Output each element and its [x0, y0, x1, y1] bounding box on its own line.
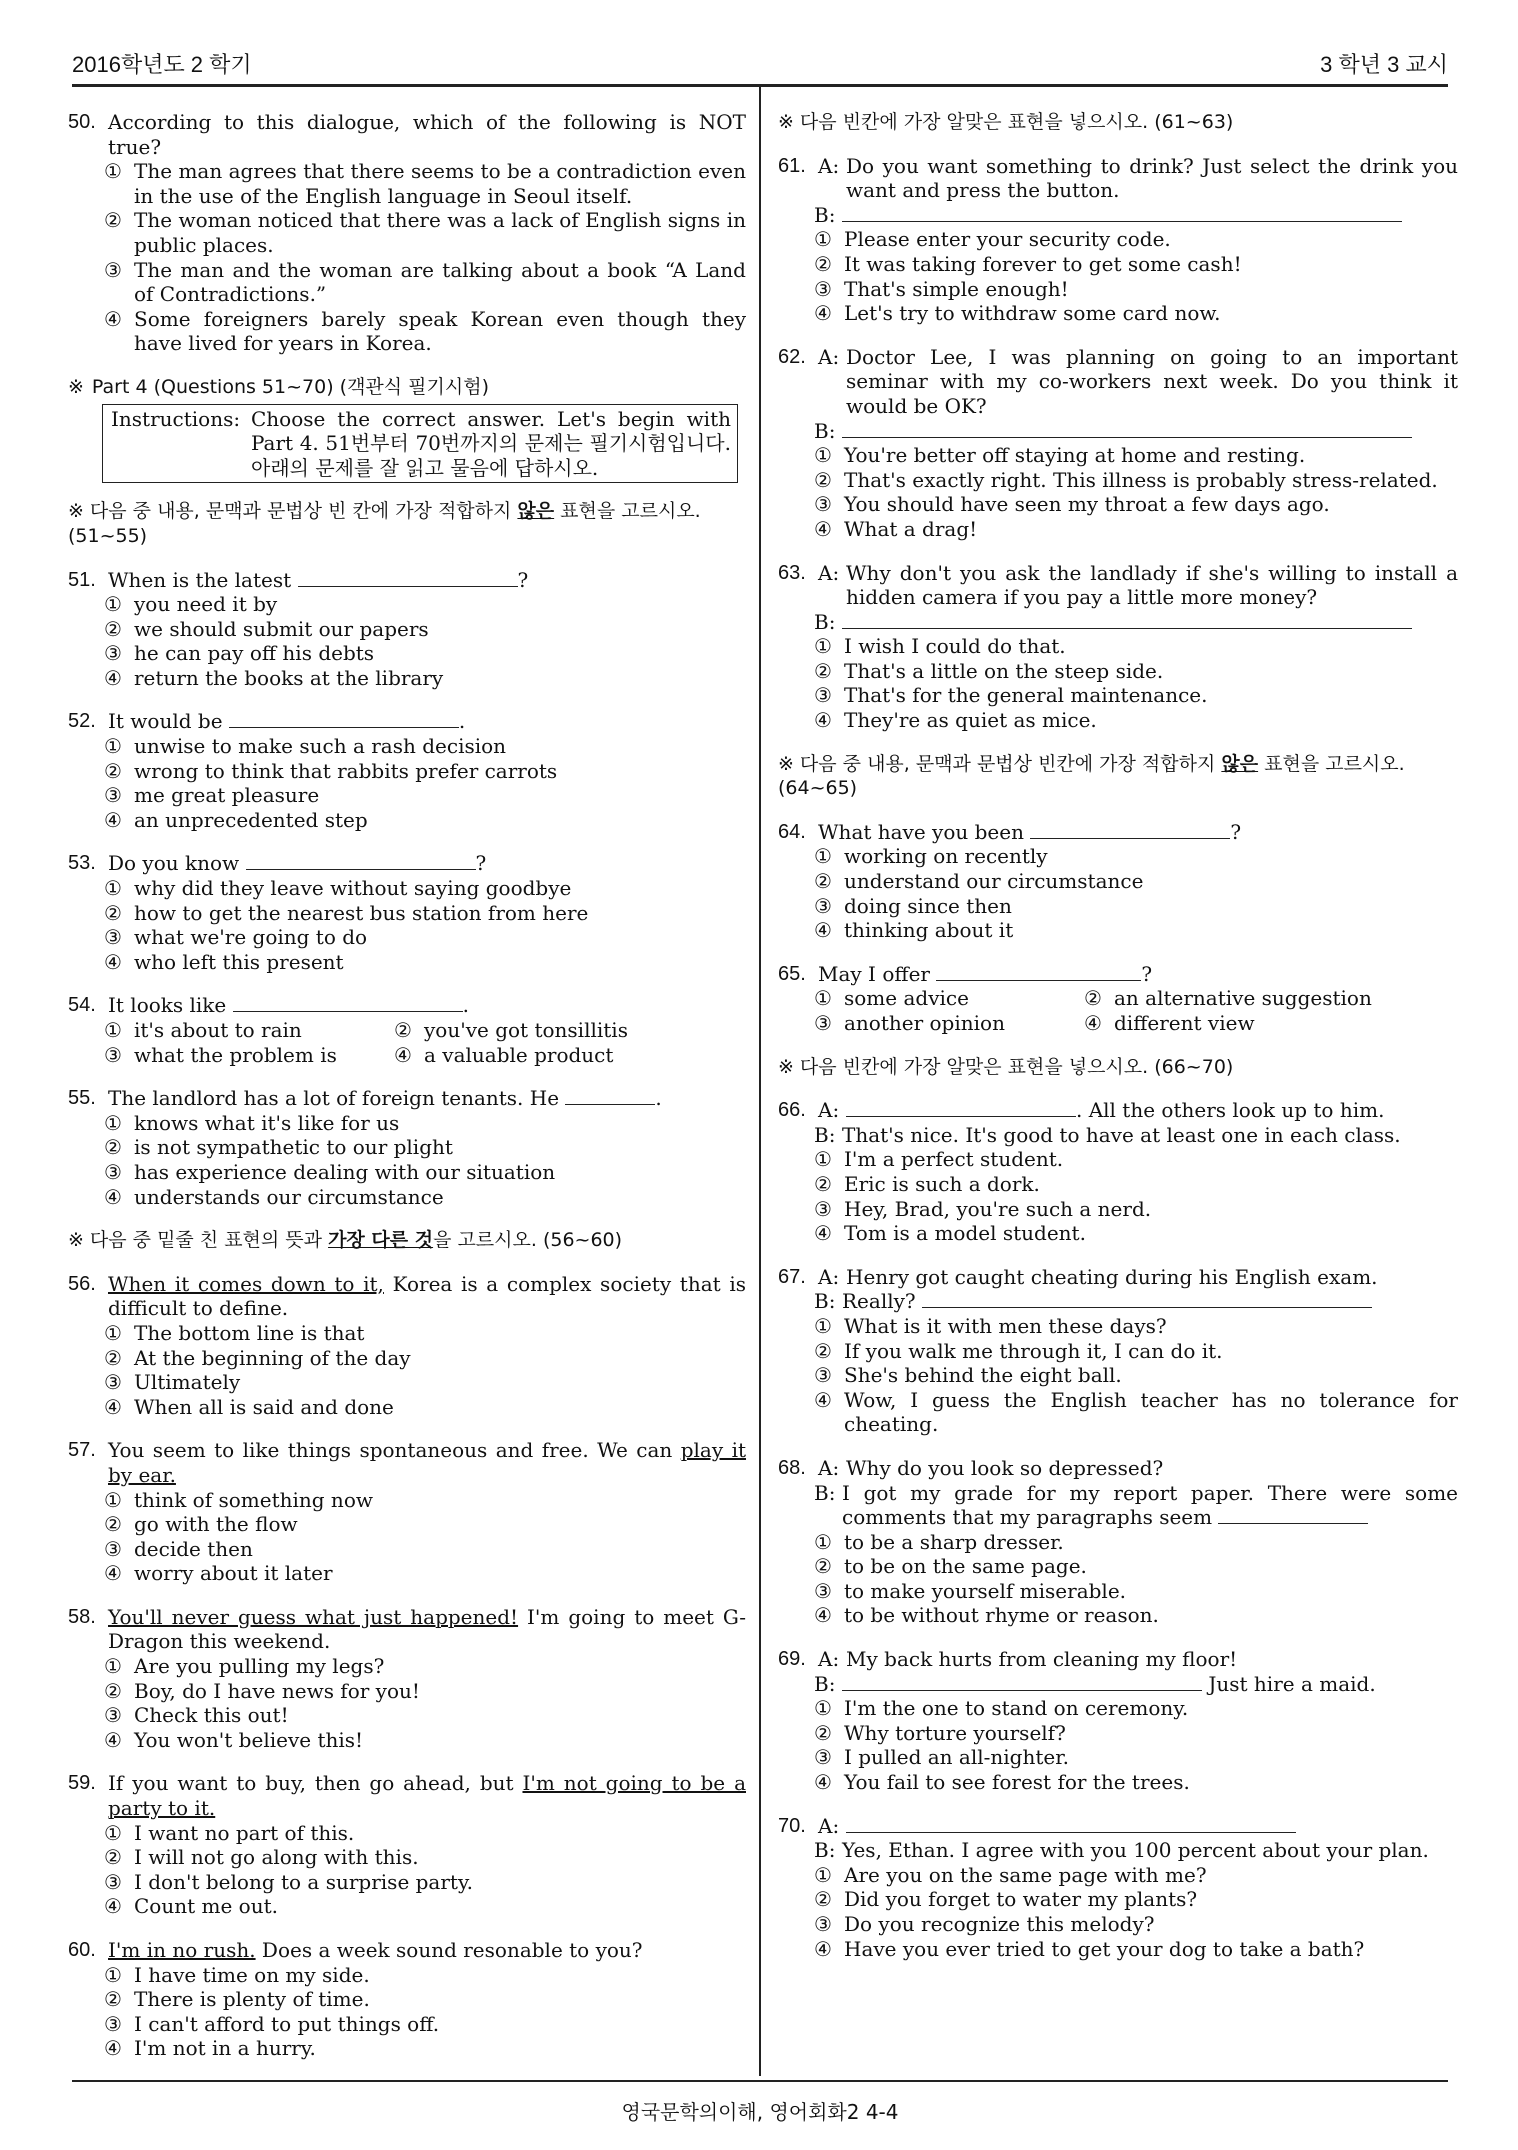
option-3: ③ That's simple enough! — [814, 276, 1069, 301]
options-grid — [68, 1018, 746, 1067]
option-3: ③ he can pay off his debts — [104, 641, 375, 666]
question-64: 64. What have you been ? ① working on recently ② understand our circumstance ③ doing since then ④ thinking about it — [778, 820, 1458, 943]
option-3: ③ You should have seen my throat a few days ago. — [814, 492, 1330, 517]
option-2: ② That's a little on the steep side. — [814, 658, 1164, 683]
option-2: ② an alternative suggestion — [1084, 986, 1372, 1011]
option-3: ③ I pulled an all-nighter. — [814, 1745, 1069, 1770]
option-2: ② understand our circumstance — [814, 869, 1144, 894]
option-2: ② The woman noticed that there was a lack of English signs in public places. — [104, 208, 746, 257]
option-3: ③ has experience dealing with our situation — [104, 1159, 556, 1184]
option-4: ④ I'm not in a hurry. — [104, 2036, 316, 2061]
question-68: 68. A: Why do you look so depressed? B: I got my grade for my report paper. There were some comments that my paragraphs seem ① to be a sharp dresser. ② to be on the same page. ③ to make yourself miserable. ④ to be without rhyme or reason. — [778, 1455, 1458, 1628]
option-1: ① The man agrees that there seems to be a contradiction even in the use of the English language in Seoul itself. — [104, 159, 746, 208]
left-column — [68, 110, 746, 2080]
question-59: 59. If you want to buy, then go ahead, but I'm not going to be a party to it. ① I want no part of this. ② I will not go along with this. ③ I don't belong to a surprise party. ④ Count me out. — [68, 1771, 746, 1919]
page-footer — [72, 2080, 1448, 2125]
option-4: ④ a valuable product — [394, 1042, 614, 1067]
answer-blank — [1030, 820, 1230, 839]
option-3: ③ That's for the general maintenance. — [814, 683, 1208, 708]
option-3: ③ She's behind the eight ball. — [814, 1363, 1122, 1388]
speaker-b-line: B: — [778, 419, 1458, 444]
option-4: ④ When all is said and done — [104, 1394, 394, 1419]
option-2: ② At the beginning of the day — [104, 1345, 411, 1370]
part4-title: Part 4 (Questions 51~70) (객관식 필기시험) — [91, 375, 489, 398]
option-3: ③ to make yourself miserable. — [814, 1578, 1127, 1603]
question-51: 51. When is the latest ? ① you need it by ② we should submit our papers ③ he can pay off his debts ④ return the books at the library — [68, 568, 746, 691]
answer-blank — [229, 709, 459, 728]
option-4: ④ different view — [1084, 1011, 1255, 1035]
underlined-expression: play it by ear. — [108, 1438, 747, 1487]
option-2: ② I will not go along with this. — [104, 1845, 419, 1870]
emphasis: 않은 — [517, 500, 555, 523]
option-3: ③ what we're going to do — [104, 925, 368, 950]
question-62: 62. A: Doctor Lee, I was planning on going to an important seminar with my co-workers next week. Do you think it would be OK? B: ① You're better off staying at home and resting. ② That's exactly right. This illness is probably stress-related. ③ You should have seen my throat a few days ago. ④ What a drag! — [778, 344, 1458, 541]
option-4: ④ an unprecedented step — [104, 807, 368, 832]
option-1: ① it's about to rain — [104, 1018, 302, 1042]
option-1: ① I want no part of this. — [104, 1820, 355, 1845]
question-69: 69. A: My back hurts from cleaning my floor! B: Just hire a maid. ① I'm the one to stand on ceremony. ② Why torture yourself? ③ I pulled an all-nighter. ④ You fail to see forest for the trees. — [778, 1647, 1458, 1795]
option-2: ② is not sympathetic to our plight — [104, 1135, 453, 1160]
section-instruction-64-65: ※ 다음 중 내용, 문맥과 문법상 빈칸에 가장 적합하지 않은 표현을 고르시오. (64~65) — [778, 752, 1405, 800]
option-4: ④ You fail to see forest for the trees. — [814, 1770, 1190, 1795]
answer-blank — [936, 962, 1141, 981]
answer-blank — [565, 1086, 655, 1105]
option-3: ③ Check this out! — [104, 1703, 289, 1728]
option-4: ④ Let's try to withdraw some card now. — [814, 301, 1221, 326]
emphasis: 가장 다른 것 — [328, 1229, 434, 1252]
question-61: 61. A: Do you want something to drink? Just select the drink you want and press the button. B: ① Please enter your security code. ② It was taking forever to get some cash! ③ That's simple enough! ④ Let's try to withdraw some card now. — [778, 153, 1458, 326]
option-3: ③ The man and the woman are talking about a book “A Land of Contradictions.” — [104, 257, 746, 307]
question-55: 55. The landlord has a lot of foreign tenants. He . ① knows what it's like for us ② is not sympathetic to our plight ③ has experience dealing with our situation ④ understands our circumstance — [68, 1086, 746, 1209]
option-1: ① I'm the one to stand on ceremony. — [814, 1696, 1189, 1721]
speaker-b-line: B: That's nice. It's good to have at least one in each class. — [814, 1122, 1401, 1147]
question-number: 50. — [68, 111, 96, 133]
section-instruction-61-63: ※ 다음 빈칸에 가장 알맞은 표현을 넣으시오. (61~63) — [778, 111, 1234, 133]
footer-text: 영국문학의이해, 영어회화2 4-4 — [621, 2100, 899, 2124]
option-1: ① you need it by — [104, 592, 278, 617]
option-4: ④ Some foreigners barely speak Korean even though they have lived for years in Korea. — [104, 306, 746, 356]
option-1: ① some advice — [814, 986, 969, 1011]
option-3: ③ I can't afford to put things off. — [104, 2011, 440, 2036]
option-1: ① Are you pulling my legs? — [104, 1654, 385, 1679]
section-instruction-66-70: ※ 다음 빈칸에 가장 알맞은 표현을 넣으시오. (66~70) — [778, 1055, 1234, 1078]
instructions-box — [102, 404, 738, 484]
option-2: ② how to get the nearest bus station from here — [104, 900, 589, 925]
speaker-b-line: B: — [778, 203, 1458, 228]
option-4: ④ They're as quiet as mice. — [814, 708, 1097, 733]
option-3: ③ Do you recognize this melody? — [814, 1912, 1155, 1936]
answer-blank — [233, 993, 463, 1012]
option-4: ④ worry about it later — [104, 1561, 333, 1586]
option-4: ④ return the books at the library — [104, 665, 444, 690]
option-3: ③ doing since then — [814, 893, 1012, 918]
question-53: 53. Do you know ? ① why did they leave without saying goodbye ② how to get the nearest bus station from here ③ what we're going to do ④ who left this present — [68, 851, 746, 974]
question-63: 63. A: Why don't you ask the landlady if she's willing to install a hidden camera if you pay a little more money? B: ① I wish I could do that. ② That's a little on the steep side. ③ That's for the general maintenance. ④ They're as quiet as mice. — [778, 560, 1458, 733]
answer-blank — [842, 419, 1412, 438]
answer-blank — [842, 1672, 1202, 1691]
options-grid — [778, 986, 1458, 1035]
answer-blank — [846, 1814, 1296, 1833]
option-1: ① to be a sharp dresser. — [814, 1529, 1064, 1554]
option-3: ③ what the problem is — [104, 1042, 337, 1067]
option-4: ④ to be without rhyme or reason. — [814, 1603, 1159, 1628]
question-54: 54. It looks like . ① it's about to rain ② you've got tonsillitis ③ what the problem is ④ a valuable product — [68, 993, 746, 1067]
question-70: 70. A: B: Yes, Ethan. I agree with you 100 percent about your plan. ① Are you on the same page with me? ② Did you forget to water my plants? ③ Do you recognize this melody? ④ Have you ever tried to get your dog to take a bath? — [778, 1814, 1458, 1962]
answer-blank — [298, 568, 518, 587]
option-4: ④ Count me out. — [104, 1894, 278, 1919]
option-1: ① I'm a perfect student. — [814, 1147, 1064, 1172]
option-1: ① knows what it's like for us — [104, 1110, 400, 1135]
option-1: ① You're better off staying at home and resting. — [814, 443, 1306, 468]
question-67: 67. A: Henry got caught cheating during his English exam. B: Really? ① What is it with men these days? ② If you walk me through it, I can do it. ③ She's behind the eight ball. ④ Wow, I guess the English teacher has no tolerance for cheating. — [778, 1264, 1458, 1437]
option-2: ② we should submit our papers — [104, 616, 429, 641]
reference-mark: ※ — [68, 375, 84, 398]
right-column — [778, 110, 1458, 1980]
question-56: 56. When it comes down to it, Korea is a complex society that is difficult to define. ① The bottom line is that ② At the beginning of the day ③ Ultimately ④ When all is said and done — [68, 1271, 746, 1419]
option-2: ② Boy, do I have news for you! — [104, 1678, 420, 1703]
option-1: ① why did they leave without saying goodbye — [104, 876, 572, 901]
answer-blank — [842, 203, 1402, 222]
instructions-text: Choose the correct answer. Let's begin with Part 4. 51번부터 70번까지의 문제는 필기시험입니다. 아래의 문제를 잘 읽고 물음에 답하시오. — [251, 406, 731, 480]
answer-blank — [1218, 1505, 1368, 1524]
instructions-label: Instructions: — [111, 406, 241, 431]
option-1: ① think of something now — [104, 1487, 373, 1512]
speaker-b-line: B: Yes, Ethan. I agree with you 100 percent about your plan. — [814, 1838, 1429, 1863]
section-instruction-51-55: ※ 다음 중 내용, 문맥과 문법상 빈 칸에 가장 적합하지 않은 표현을 고르시오. (51~55) — [68, 500, 701, 547]
option-4: ④ Tom is a model student. — [814, 1221, 1086, 1246]
option-2: ② you've got tonsillitis — [394, 1018, 628, 1042]
speaker-b-line: B: Really? — [778, 1289, 1458, 1314]
option-4: ④ You won't believe this! — [104, 1727, 364, 1752]
option-2: ② to be on the same page. — [814, 1554, 1087, 1579]
question-52: 52. It would be . ① unwise to make such a rash decision ② wrong to think that rabbits prefer carrots ③ me great pleasure ④ an unprecedented step — [68, 709, 746, 832]
question-58: 58. You'll never guess what just happened! I'm going to meet G-Dragon this weekend. ① Are you pulling my legs? ② Boy, do I have news for you! ③ Check this out! ④ You won't believe this! — [68, 1604, 746, 1752]
option-1: ① Please enter your security code. — [814, 227, 1171, 252]
option-1: ① I have time on my side. — [104, 1962, 370, 1987]
answer-blank — [846, 1098, 1076, 1117]
option-2: ② It was taking forever to get some cash! — [814, 251, 1242, 276]
option-1: ① unwise to make such a rash decision — [104, 734, 507, 759]
option-1: ① Are you on the same page with me? — [814, 1862, 1207, 1887]
option-4: ④ What a drag! — [814, 516, 978, 541]
option-1: ① The bottom line is that — [104, 1320, 365, 1345]
option-4: ④ Wow, I guess the English teacher has no tolerance for cheating. — [814, 1387, 1458, 1437]
question-66: 66. A: . All the others look up to him. B: That's nice. It's good to have at least one in each class. ① I'm a perfect student. ② Eric is such a dork. ③ Hey, Brad, you're such a nerd. ④ Tom is a model student. — [778, 1098, 1458, 1246]
option-1: ① I wish I could do that. — [814, 634, 1066, 659]
underlined-expression: You'll never guess what just happened! — [108, 1604, 519, 1629]
question-text: According to this dialogue, which of the following is NOT true? — [108, 110, 746, 159]
speaker-b-line: B: — [778, 610, 1458, 635]
underlined-expression: I'm not going to be a party to it. — [108, 1771, 746, 1821]
page-header — [72, 40, 1448, 87]
grade-period-label: 3 학년 3 교시 — [1320, 52, 1448, 77]
underlined-expression: I'm in no rush. — [108, 1938, 256, 1962]
option-3: ③ Hey, Brad, you're such a nerd. — [814, 1196, 1152, 1221]
emphasis: 않은 — [1221, 752, 1259, 775]
option-4: ④ Have you ever tried to get your dog to take a bath? — [814, 1936, 1365, 1961]
option-2: ② wrong to think that rabbits prefer carrots — [104, 758, 558, 783]
answer-blank — [246, 851, 476, 870]
column-divider — [759, 86, 761, 2076]
option-4: ④ who left this present — [104, 949, 344, 974]
option-2: ② That's exactly right. This illness is probably stress-related. — [814, 467, 1438, 492]
option-2: ② Did you forget to water my plants? — [814, 1887, 1198, 1912]
answer-blank — [842, 610, 1412, 629]
question-60: 60. I'm in no rush. Does a week sound resonable to you? ① I have time on my side. ② There is plenty of time. ③ I can't afford to put things off. ④ I'm not in a hurry. — [68, 1938, 746, 2061]
answer-blank — [922, 1289, 1372, 1308]
option-4: ④ thinking about it — [814, 918, 1014, 943]
speaker-b-line: B: Just hire a maid. — [814, 1671, 1376, 1696]
underlined-expression: When it comes down to it, — [108, 1271, 384, 1296]
option-2: ② Why torture yourself? — [814, 1720, 1066, 1745]
option-2: ② If you walk me through it, I can do it. — [814, 1338, 1223, 1363]
option-4: ④ understands our circumstance — [104, 1184, 444, 1209]
option-3: ③ I don't belong to a surprise party. — [104, 1869, 473, 1894]
option-3: ③ Ultimately — [104, 1370, 241, 1395]
question-65: 65. May I offer ? ① some advice ② an alternative suggestion ③ another opinion ④ different view — [778, 962, 1458, 1036]
question-50 — [68, 110, 746, 356]
option-1: ① What is it with men these days? — [814, 1313, 1167, 1338]
option-2: ② Eric is such a dork. — [814, 1171, 1040, 1196]
speaker-b-line: B: I got my grade for my report paper. There were some comments that my paragraphs seem — [814, 1480, 1458, 1530]
option-2: ② go with the flow — [104, 1512, 298, 1537]
option-3: ③ another opinion — [814, 1011, 1005, 1035]
option-1: ① working on recently — [814, 844, 1048, 869]
part4-section — [68, 375, 746, 400]
semester-label: 2016학년도 2 학기 — [72, 52, 252, 77]
option-3: ③ me great pleasure — [104, 783, 320, 808]
question-57: 57. You seem to like things spontaneous and free. We can play it by ear. ① think of something now ② go with the flow ③ decide then ④ worry about it later — [68, 1438, 747, 1586]
option-3: ③ decide then — [104, 1536, 253, 1561]
section-instruction-56-60: ※ 다음 중 밑줄 친 표현의 뜻과 가장 다른 것을 고르시오. (56~60) — [68, 1229, 623, 1252]
option-2: ② There is plenty of time. — [104, 1987, 370, 2012]
